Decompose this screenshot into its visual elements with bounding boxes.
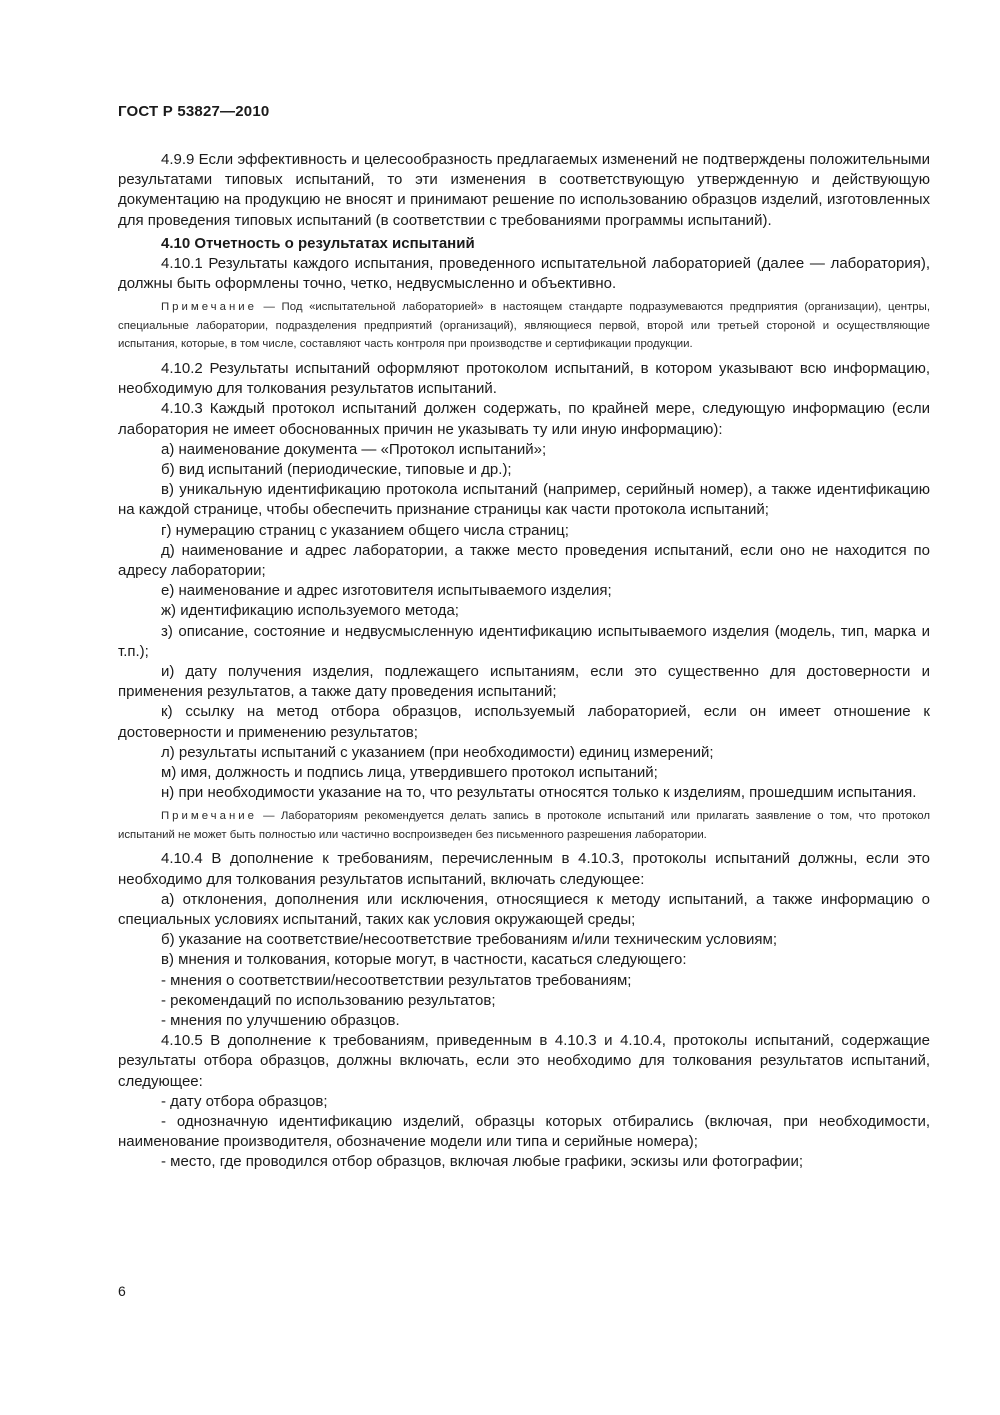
- section-heading-4-10: 4.10 Отчетность о результатах испытаний: [161, 234, 475, 252]
- page-number: 6: [118, 1283, 126, 1299]
- paragraph-4-9-9: 4.9.9 Если эффективность и целесообразность предлагаемых изменений не подтверждены положительными результатами типовых испытаний, то эти изменения в соответствующую утвержденную и действующую документацию на продукцию не вносят и принимают решение по использованию образцов изделий, изготовленных для проведения типовых испытаний (в соответствии с требованиями программы испытаний).: [118, 151, 930, 229]
- list-item: а) отклонения, дополнения или исключения, относящиеся к методу испытаний, а также информацию о специальных условиях испытаний, таких как условия окружающей среды;: [118, 890, 930, 928]
- list-item: - мнения о соответствии/несоответствии результатов требованиям;: [161, 971, 632, 989]
- list-item: н) при необходимости указание на то, что результаты относятся только к изделиям, прошедшим испытания.: [161, 784, 917, 802]
- list-item: - мнения по улучшению образцов.: [161, 1012, 400, 1030]
- list-item: к) ссылку на метод отбора образцов, используемый лабораторией, если он имеет отношение к достоверности и применению результатов;: [118, 703, 930, 741]
- note-text: — Лабораториям рекомендуется делать запись в протоколе испытаний или прилагать заявление о том, что протокол испытаний не может быть полностью или частично воспроизведен без письменного разрешения лаборатории.: [118, 810, 930, 841]
- paragraph-4-10-5: 4.10.5 В дополнение к требованиям, приведенным в 4.10.3 и 4.10.4, протоколы испытаний, содержащие результаты отбора образцов, должны включать, если это необходимо для толкования результатов испытаний, следующее:: [118, 1032, 930, 1090]
- list-item: - однозначную идентификацию изделий, образцы которых отбирались (включая, при необходимости, наименование производителя, обозначение модели или типа и серийные номера);: [118, 1113, 930, 1151]
- list-item: г) нумерацию страниц с указанием общего числа страниц;: [161, 521, 569, 539]
- paragraph-4-10-1: 4.10.1 Результаты каждого испытания, проведенного испытательной лабораторией (далее — лаборатория), должны быть оформлены точно, четко, недвусмысленно и объективно.: [118, 255, 930, 293]
- list-item: л) результаты испытаний с указанием (при необходимости) единиц измерений;: [161, 743, 714, 761]
- list-item: б) вид испытаний (периодические, типовые и др.);: [161, 460, 512, 478]
- list-item: а) наименование документа — «Протокол испытаний»;: [161, 440, 547, 458]
- document-body: [118, 150, 930, 1173]
- list-item: ж) идентификацию используемого метода;: [161, 602, 459, 620]
- paragraph-4-10-4: 4.10.4 В дополнение к требованиям, перечисленным в 4.10.3, протоколы испытаний должны, если это необходимо для толкования результатов испытаний, включать следующее:: [118, 850, 930, 888]
- list-item: и) дату получения изделия, подлежащего испытаниям, если это существенно для достоверности и применения результатов, а также дату проведения испытаний;: [118, 662, 930, 701]
- list-item: в) мнения и толкования, которые могут, в частности, касаться следующего:: [161, 951, 687, 969]
- note-1: [118, 298, 930, 354]
- list-item: б) указание на соответствие/несоответствие требованиям и/или техническим условиям;: [161, 931, 778, 949]
- list-item: е) наименование и адрес изготовителя испытываемого изделия;: [161, 582, 612, 600]
- list-item: м) имя, должность и подпись лица, утвердившего протокол испытаний;: [161, 763, 658, 781]
- note-text: — Под «испытательной лабораторией» в настоящем стандарте подразумеваются предприятия (организации), центры, специальные лаборатории, подразделения предприятий (организаций), являющиеся первой, второй или третьей стороной и осуществляющие испытания, которые, в том числе, составляют часть контроля при производстве и сертификации продукции.: [118, 301, 930, 351]
- list-item: з) описание, состояние и недвусмысленную идентификацию испытываемого изделия (модель, тип, марка и т.п.);: [118, 622, 930, 660]
- paragraph-4-10-2: 4.10.2 Результаты испытаний оформляют протоколом испытаний, в котором указывают всю информацию, необходимую для толкования результатов испытаний.: [118, 359, 930, 398]
- list-item: - дату отбора образцов;: [161, 1092, 328, 1110]
- note-label: Примечание: [161, 301, 257, 314]
- list-item: - рекомендаций по использованию результатов;: [161, 991, 496, 1009]
- note-2: [118, 807, 930, 844]
- list-item: - место, где проводился отбор образцов, включая любые графики, эскизы или фотографии;: [161, 1153, 804, 1171]
- paragraph-4-10-3: 4.10.3 Каждый протокол испытаний должен содержать, по крайней мере, следующую информацию (если лаборатория не имеет обоснованных причин не указывать ту или иную информацию):: [118, 400, 930, 438]
- document-header: ГОСТ Р 53827—2010: [118, 103, 270, 120]
- list-item: д) наименование и адрес лаборатории, а также место проведения испытаний, если оно не находится по адресу лаборатории;: [118, 541, 930, 579]
- list-item: в) уникальную идентификацию протокола испытаний (например, серийный номер), а также идентификацию на каждой странице, чтобы обеспечить признание страницы как части протокола испытаний;: [118, 481, 930, 519]
- note-label: Примечание: [161, 810, 257, 823]
